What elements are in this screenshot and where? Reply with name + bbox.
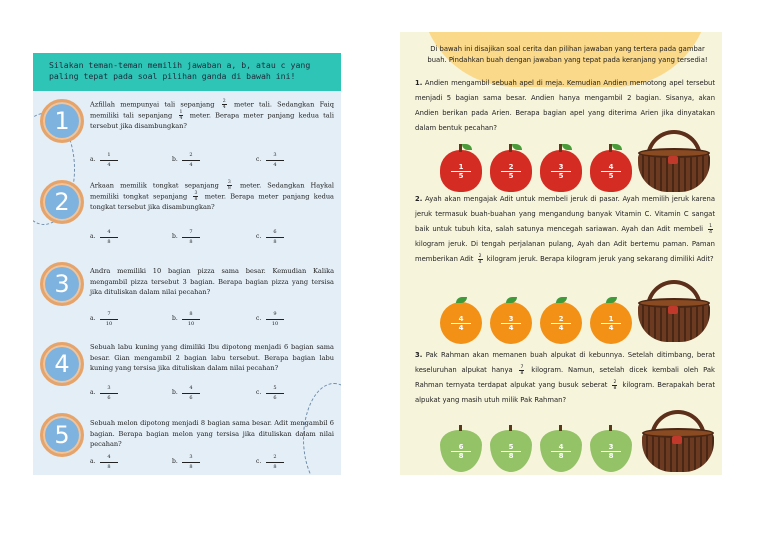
- fraction: $\frac{1}{4}$: [709, 223, 712, 235]
- question-2: 2. Ayah akan mengajak Adit untuk membeli jeruk di pasar. Ayah memilih jeruk karena jeruk termasuk buah-buahan yang mengandung banyak Vitamin C. Vitamin C sangat baik untuk tubuh kita, salah satunya mencegah sariawan. Ayah dan Adit membeli $\frac{1}{4}$ kilogram jeruk. Di tengah perjalanan pulang, Ayah dan Adit bertemu paman. Paman memberikan Adit $\frac{2}{4}$ kilogram jeruk. Berapa kilogram jeruk yang sekarang dimiliki Adit?: [415, 195, 715, 265]
- orange-answer[interactable]: 2 4: [540, 302, 582, 344]
- fraction: $\frac{2}{8}$: [613, 379, 617, 391]
- fraction: $\frac{1}{4}$: [179, 110, 183, 121]
- basket-drop-target[interactable]: [638, 130, 710, 192]
- avocado-answer[interactable]: 3 8: [590, 430, 632, 472]
- basket-drop-target[interactable]: [642, 410, 714, 472]
- fraction: $\frac{2}{4}$: [222, 99, 226, 110]
- avocado-answer[interactable]: 6 8: [440, 430, 482, 472]
- instruction-text: Di bawah ini disajikan soal cerita dan pilihan jawaban yang tertera pada gambar buah. Pindahkan buah dengan jawaban yang tepat pada keranjang yang tersedia!: [427, 45, 708, 64]
- drag-drop-worksheet: [400, 32, 722, 475]
- avocado-options: [440, 430, 630, 475]
- question-number-badge: 5: [40, 413, 84, 457]
- fraction: $\frac{2}{4}$: [478, 253, 482, 265]
- fraction: $\frac{3}{8}$: [194, 191, 198, 202]
- question-number-badge: 3: [40, 262, 84, 306]
- multiple-choice-worksheet: [33, 53, 341, 475]
- apple-answer[interactable]: 2 5: [490, 150, 532, 192]
- avocado-answer[interactable]: 5 8: [490, 430, 532, 472]
- apple-answer[interactable]: 3 5: [540, 150, 582, 192]
- instruction-text: Silakan teman-teman memilih jawaban a, b, atau c yang paling tepat pada soal pilihan ganda di bawah ini!: [49, 60, 311, 81]
- basket-drop-target[interactable]: [638, 280, 710, 342]
- question-5: 5 Sebuah melon dipotong menjadi 8 bagian sama besar. Adit mengambil 6 bagian. Berapa bagian melon yang tersisa jika dituliskan dalam nilai pecahan? a. 4 8 b. 3 8 c. 2 8: [33, 413, 341, 475]
- question-2: 2 Arkaan memilik tongkat sepanjang $\frac{3}{8}$ meter. Sedangkan Haykal memiliki tongkat sepanjang $\frac{3}{8}$ meter. Berapa meter panjang kedua tongkat tersebut jika disambungkan? a. 4 8 b. 7 8 c. 6 8: [33, 180, 341, 260]
- question-text: Sebuah labu kuning yang dimiliki Ibu dipotong menjadi 6 bagian sama besar. Gian mengambil 2 bagian labu tersebut. Berapa bagian labu kuning yang tersisa jika dituliskan dalam nilai pecahan?: [90, 343, 334, 372]
- question-4: 4 Sebuah labu kuning yang dimiliki Ibu dipotong menjadi 6 bagian sama besar. Gian mengambil 2 bagian labu tersebut. Berapa bagian labu kuning yang tersisa jika dituliskan dalam nilai pecahan? a. 3 6 b. 4 6 c. 5 6: [33, 342, 341, 422]
- orange-answer[interactable]: 3 4: [490, 302, 532, 344]
- question-text: Andra memiliki 10 bagian pizza sama besar. Kemudian Kalika mengambil pizza tersebut 3 bagian. Berapa bagian pizza yang tersisa jika dituliskan dalam nilai pecahan?: [90, 267, 334, 296]
- fraction: $\frac{3}{8}$: [227, 180, 231, 191]
- question-3: 3. Pak Rahman akan memanen buah alpukat di kebunnya. Setelah ditimbang, berat keseluruhan alpukat hanya $\frac{7}{8}$ kilogram. Namun, setelah dicek kembali oleh Pak Rahman ternyata terdapat alpukat yang busuk seberat $\frac{2}{8}$ kilogram. Berapakah berat alpukat yang masih utuh milik Pak Rahman?: [415, 351, 715, 404]
- avocado-answer[interactable]: 4 8: [540, 430, 582, 472]
- orange-answer[interactable]: 4 4: [440, 302, 482, 344]
- fraction: $\frac{7}{8}$: [520, 364, 524, 376]
- orange-options: [440, 302, 630, 352]
- apple-answer[interactable]: 1 5: [440, 150, 482, 192]
- orange-answer[interactable]: 1 4: [590, 302, 632, 344]
- apple-answer[interactable]: 4 5: [590, 150, 632, 192]
- question-number-badge: 1: [40, 99, 84, 143]
- question-text: Azfillah mempunyai tali sepanjang $\frac{2}{4}$ meter tali. Sedangkan Faiq memiliki tali sepanjang $\frac{1}{4}$ meter. Berapa meter panjang kedua tali tersebut jika disambungkan?: [90, 99, 334, 130]
- question-1: 1. Andien mengambil sebuah apel di meja. Kemudian Andien memotong apel tersebut menjadi 5 bagian sama besar. Andien hanya mengambil 2 bagian. Sisanya, akan Andien berikan pada Arien. Berapa bagian apel yang diterima Arien jika dinyatakan dalam bentuk pecahan?: [415, 79, 715, 132]
- question-number-badge: 2: [40, 180, 84, 224]
- question-1: 1 Azfillah mempunyai tali sepanjang $\frac{2}{4}$ meter tali. Sedangkan Faiq memiliki tali sepanjang $\frac{1}{4}$ meter. Berapa meter panjang kedua tali tersebut jika disambungkan? a. 1 4 b. 2 4 c. 3 4: [33, 99, 341, 179]
- question-text: Arkaan memilik tongkat sepanjang $\frac{3}{8}$ meter. Sedangkan Haykal memiliki tongkat sepanjang $\frac{3}{8}$ meter. Berapa meter panjang kedua tongkat tersebut jika disambungkan?: [90, 180, 334, 211]
- question-3: 3 Andra memiliki 10 bagian pizza sama besar. Kemudian Kalika mengambil pizza tersebut 3 bagian. Berapa bagian pizza yang tersisa jika dituliskan dalam nilai pecahan? a. 7 10 b. 8 10 c. 9 10: [33, 262, 341, 342]
- question-number-badge: 4: [40, 342, 84, 386]
- question-text: Sebuah melon dipotong menjadi 8 bagian sama besar. Adit mengambil 6 bagian. Berapa bagian melon yang tersisa jika dituliskan dalam nilai pecahan?: [90, 419, 334, 448]
